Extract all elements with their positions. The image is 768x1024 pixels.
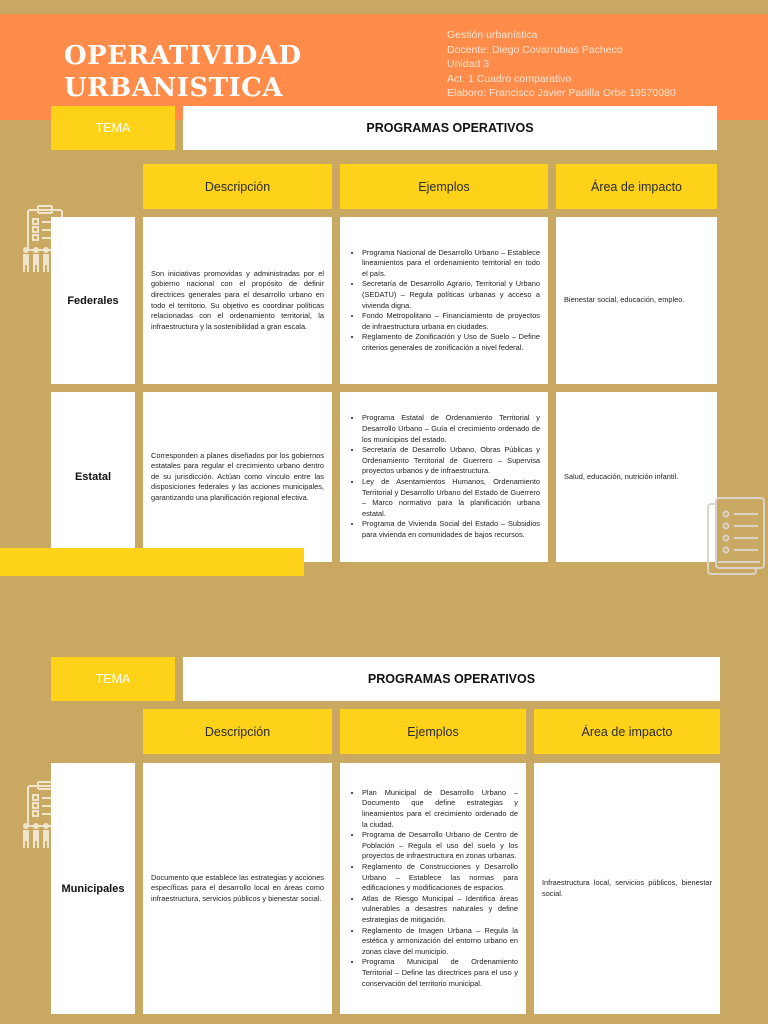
meta-subject: Gestión urbanística: [447, 29, 538, 41]
tema-label: TEMA: [51, 657, 175, 701]
row-label-municipales: Municipales: [51, 763, 135, 1014]
column-header-impacto: Área de impacto: [556, 164, 717, 209]
cell-descripcion-federales: [143, 217, 332, 384]
impact-text: Bienestar social, educación, empleo.: [564, 295, 685, 305]
list-item: • Programa Estatal de Ordenamiento Territorial y Desarrollo Urbano – Guía el crecimiento ordenado de los municipios del estado.: [362, 413, 540, 445]
cell-impacto-estatal: [556, 392, 717, 562]
list-item: • Programa de Desarrollo Urbano de Centro de Población – Regula el uso del suelo y los proyectos de infraestructura en zonas urbanas.: [362, 830, 518, 862]
cell-descripcion-estatal: [143, 392, 332, 562]
list-item: • Ley de Asentamientos Humanos, Ordenamiento Territorial y Desarrollo Urbano del Estado de Guerrero – Marco normativo para la planificación urbana estatal.: [362, 477, 540, 519]
decorative-strip: [0, 548, 304, 576]
description-text: Son iniciativas promovidas y administradas por el gobierno nacional con el propósito de definir directrices generales para el desarrollo urbano en todo el territorio. Su objetivo es coordinar políticas relacionadas con el ordenamiento territorial, la infraestructura y la sostenibilidad a gran escala.: [151, 268, 324, 331]
title-line-1: OPERATIVIDAD: [64, 41, 302, 71]
section-title: PROGRAMAS OPERATIVOS: [183, 657, 720, 701]
cell-impacto-federales: [556, 217, 717, 384]
cell-ejemplos-estatal: [340, 392, 548, 562]
list-item: • Programa de Vivienda Social del Estado – Subsidios para vivienda en comunidades de bajos recursos.: [362, 519, 540, 540]
description-text: Corresponden a planes diseñados por los gobiernos estatales para regular el crecimiento urbano dentro de su jurisdicción. Actúan como vínculo entre las disposiciones federales y las acciones municipales, garantizando una planificación regional efectiva.: [151, 450, 324, 502]
examples-list: [348, 248, 540, 354]
meta-teacher: Docente: Diego Covarrubias Pacheco: [447, 43, 623, 56]
list-item: • Reglamento de Imagen Urbana – Regula la estética y armonización del entorno urbano en zonas clave del municipio.: [362, 926, 518, 958]
row-label-estatal: Estatal: [51, 392, 135, 562]
list-item: • Atlas de Riesgo Municipal – Identifica áreas vulnerables a desastres naturales y define estrategias de mitigación.: [362, 894, 518, 926]
cell-impacto-municipales: [534, 763, 720, 1014]
title-line-2: URBANISTICA: [64, 73, 284, 103]
list-item: • Fondo Metropolitano – Financiamiento de proyectos de infraestructura urbana en ciudades.: [362, 311, 540, 332]
column-header-impacto: Área de impacto: [534, 709, 720, 754]
list-item: • Reglamento de Construcciones y Desarrollo Urbano – Establece las normas para edificaciones y modificaciones de espacios.: [362, 862, 518, 894]
list-item: • Reglamento de Zonificación y Uso de Suelo – Define criterios generales de zonificación a nivel federal.: [362, 332, 540, 353]
column-header-ejemplos: Ejemplos: [340, 164, 548, 209]
impact-text: Salud, educación, nutrición infantil.: [564, 471, 679, 481]
cell-ejemplos-municipales: [340, 763, 526, 1014]
examples-list: [348, 413, 540, 540]
list-item: • Programa Nacional de Desarrollo Urbano – Establece lineamientos para el ordenamiento territorial en todo el país.: [362, 248, 540, 280]
tema-label: TEMA: [51, 106, 175, 150]
list-item: • Plan Municipal de Desarrollo Urbano – Documento que define estrategias y lineamientos para el crecimiento ordenado de la ciudad.: [362, 788, 518, 830]
list-item: • Secretaría de Desarrollo Urbano, Obras Públicas y Ordenamiento Territorial de Guerrero – Supervisa proyectos urbanos y de infraestructura.: [362, 445, 540, 477]
document-list-icon: [704, 494, 768, 578]
section-title: PROGRAMAS OPERATIVOS: [183, 106, 717, 150]
row-label-federales: Federales: [51, 217, 135, 384]
impact-text: Infraestructura local, servicios públicos, bienestar social.: [542, 877, 712, 898]
examples-list: [348, 788, 518, 989]
main-title: [64, 40, 364, 104]
meta-unit: Unidad 3: [447, 58, 490, 71]
document-meta: [447, 28, 676, 101]
meta-author: Elaboro: Francisco Javier Padilla Orbe 19570080: [447, 87, 676, 100]
column-header-ejemplos: Ejemplos: [340, 709, 526, 754]
cell-ejemplos-federales: [340, 217, 548, 384]
meta-activity: Act. 1 Cuadro comparativo: [447, 72, 572, 85]
list-item: • Programa Municipal de Ordenamiento Territorial – Define las directrices para el uso y conservación del territorio municipal.: [362, 957, 518, 989]
column-header-descripcion: Descripción: [143, 164, 332, 209]
cell-descripcion-municipales: [143, 763, 332, 1014]
description-text: Documento que establece las estrategias y acciones específicas para el desarrollo local en áreas como infraestructura, servicios públicos y bienestar social.: [151, 872, 324, 903]
list-item: • Secretaría de Desarrollo Agrario, Territorial y Urbano (SEDATU) – Regula políticas urbanas y acceso a vivienda digna.: [362, 279, 540, 311]
column-header-descripcion: Descripción: [143, 709, 332, 754]
